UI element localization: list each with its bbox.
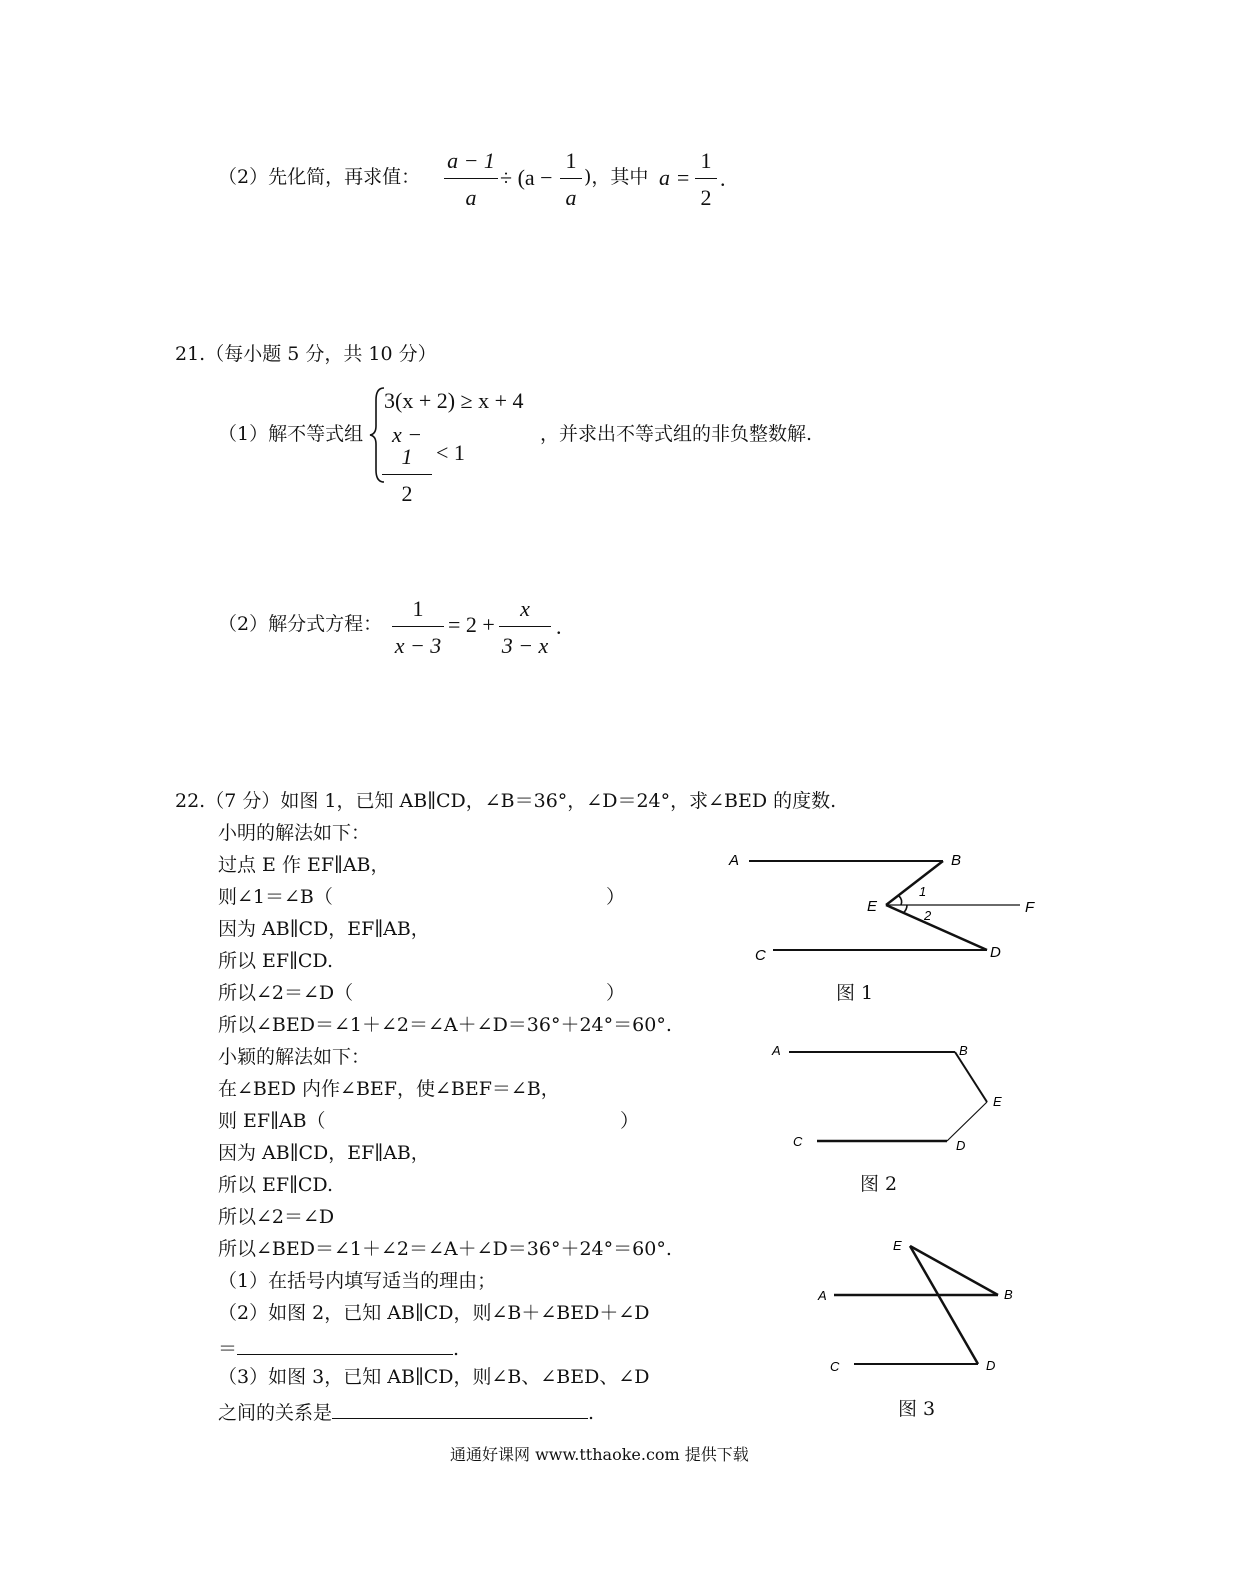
- q21-ineq2-denominator: 2: [401, 481, 413, 506]
- q22-line-so-ef-cd-1: 所以 EF∥CD.: [218, 950, 334, 972]
- q22-line-result-1: 所以∠BED＝∠1＋∠2＝∠A＋∠D＝36°＋24°＝60°.: [218, 1014, 672, 1036]
- q20-frac2-denominator: a: [565, 185, 577, 210]
- q22-line-angle2-d: 所以∠2＝∠D: [218, 1206, 335, 1228]
- fig1-label-f: F: [1025, 899, 1035, 916]
- q21-part1-suffix: ，并求出不等式组的非负整数解.: [540, 423, 813, 445]
- q21-inequality-2-fraction: [382, 424, 432, 505]
- q21-eq-frac2-numerator: x: [499, 598, 551, 627]
- q22-header: 22.（7 分）如图 1，已知 AB∥CD，∠B＝36°，∠D＝24°，求∠BED 的度数.: [175, 790, 837, 812]
- q21-inequality-2-rhs: < 1: [436, 440, 465, 465]
- q21-eq-frac1-denominator: x − 3: [394, 633, 442, 658]
- q22-subq-1: （1）在括号内填写适当的理由；: [218, 1270, 497, 1292]
- q21-eq-period: .: [556, 614, 562, 639]
- q20-division: ÷ (a −: [500, 165, 553, 190]
- fig1-label-a: A: [729, 852, 740, 869]
- q20-frac1-denominator: a: [465, 185, 477, 210]
- q22-subq-2: （2）如图 2，已知 AB∥CD，则∠B＋∠BED＋∠D: [218, 1302, 650, 1324]
- q20-period: .: [720, 166, 726, 191]
- figure-2: [765, 1038, 1025, 1153]
- fig1-label-angle2: 2: [924, 908, 932, 923]
- q21-eq-fraction-1: [392, 598, 444, 657]
- q22-paren-close-2: ）: [606, 982, 626, 1004]
- q20-frac2-numerator: 1: [560, 150, 582, 179]
- q20-part2-prefix: （2）先化简，再求值：: [218, 166, 421, 188]
- q20-fraction-3: [695, 150, 717, 209]
- q22-paren-close-3: ）: [620, 1110, 640, 1132]
- q22-line-xiaoying: 小颖的解法如下：: [218, 1046, 371, 1068]
- fig3-label-e: E: [893, 1238, 902, 1253]
- fig1-label-b: B: [951, 852, 962, 869]
- q22-line-so-ef-cd-2: 所以 EF∥CD.: [218, 1174, 334, 1196]
- q22-blank-period-1: .: [453, 1338, 460, 1360]
- fig2-label-e: E: [993, 1094, 1002, 1109]
- q20-frac3-numerator: 1: [695, 150, 717, 179]
- answer-blank-2[interactable]: [237, 1336, 453, 1355]
- q20-close-text: )，其中: [584, 166, 649, 188]
- q20-fraction-2: [560, 150, 582, 209]
- figure-3-caption: 图 3: [898, 1398, 936, 1420]
- q20-a-equals: a =: [659, 165, 691, 190]
- q20-frac3-denominator: 2: [700, 185, 712, 210]
- q22-equals-sign: ＝: [218, 1338, 238, 1360]
- q21-part2-prefix: （2）解分式方程：: [218, 613, 383, 635]
- q21-eq-frac2-denominator: 3 − x: [501, 633, 549, 658]
- fig2-label-b: B: [959, 1043, 968, 1058]
- fig3-label-d: D: [986, 1358, 996, 1373]
- q22-blank-period-2: .: [588, 1402, 595, 1424]
- q21-inequality-1: 3(x + 2) ≥ x + 4: [384, 388, 524, 413]
- fig3-label-c: C: [830, 1359, 840, 1374]
- fig1-label-c: C: [755, 947, 766, 964]
- figure-3: [810, 1232, 1030, 1377]
- q21-header: 21.（每小题 5 分，共 10 分）: [175, 343, 437, 365]
- fig3-label-a: A: [818, 1288, 827, 1303]
- figure-1-caption: 图 1: [836, 982, 874, 1004]
- fig1-label-angle1: 1: [919, 884, 927, 899]
- q21-part1-prefix: （1）解不等式组: [218, 423, 364, 445]
- fig2-label-d: D: [956, 1138, 966, 1153]
- fig2-label-c: C: [793, 1134, 803, 1149]
- q22-line-construct-bef: 在∠BED 内作∠BEF，使∠BEF＝∠B，: [218, 1078, 560, 1100]
- q22-line-angle2: 所以∠2＝∠D（: [218, 982, 354, 1004]
- q21-eq-frac1-numerator: 1: [392, 598, 444, 627]
- q22-line-xiaoming: 小明的解法如下：: [218, 822, 371, 844]
- q20-fraction-1: [444, 150, 498, 209]
- q22-subq-2-answer: [218, 1336, 459, 1359]
- fig2-label-a: A: [772, 1043, 781, 1058]
- q22-paren-close-1: ）: [606, 886, 626, 908]
- q22-line-result-2: 所以∠BED＝∠1＋∠2＝∠A＋∠D＝36°＋24°＝60°.: [218, 1238, 672, 1260]
- q22-line-because-1: 因为 AB∥CD，EF∥AB，: [218, 918, 430, 940]
- fig1-label-e: E: [867, 898, 878, 915]
- fig1-label-d: D: [990, 944, 1001, 961]
- figure-2-caption: 图 2: [860, 1173, 898, 1195]
- q22-line-construct-ef: 过点 E 作 EF∥AB，: [218, 854, 390, 876]
- q21-ineq2-numerator: x − 1: [382, 424, 432, 475]
- q22-subq-3: （3）如图 3，已知 AB∥CD，则∠B、∠BED、∠D: [218, 1366, 650, 1388]
- q22-line-angle1: 则∠1＝∠B（: [218, 886, 333, 908]
- page-footer: 通通好课网 www.tthaoke.com 提供下载: [450, 1445, 749, 1464]
- q22-line-because-2: 因为 AB∥CD，EF∥AB，: [218, 1142, 430, 1164]
- q22-line-ef-ab: 则 EF∥AB（: [218, 1110, 326, 1132]
- fig3-label-b: B: [1004, 1287, 1013, 1302]
- q20-frac1-numerator: a − 1: [444, 150, 498, 179]
- q22-subq-3-answer: [218, 1400, 594, 1423]
- q21-eq-middle: = 2 +: [448, 612, 495, 637]
- figure-1: [725, 848, 1045, 968]
- answer-blank-3[interactable]: [332, 1400, 588, 1419]
- q21-eq-fraction-2: [499, 598, 551, 657]
- q22-relation-prefix: 之间的关系是: [218, 1402, 333, 1424]
